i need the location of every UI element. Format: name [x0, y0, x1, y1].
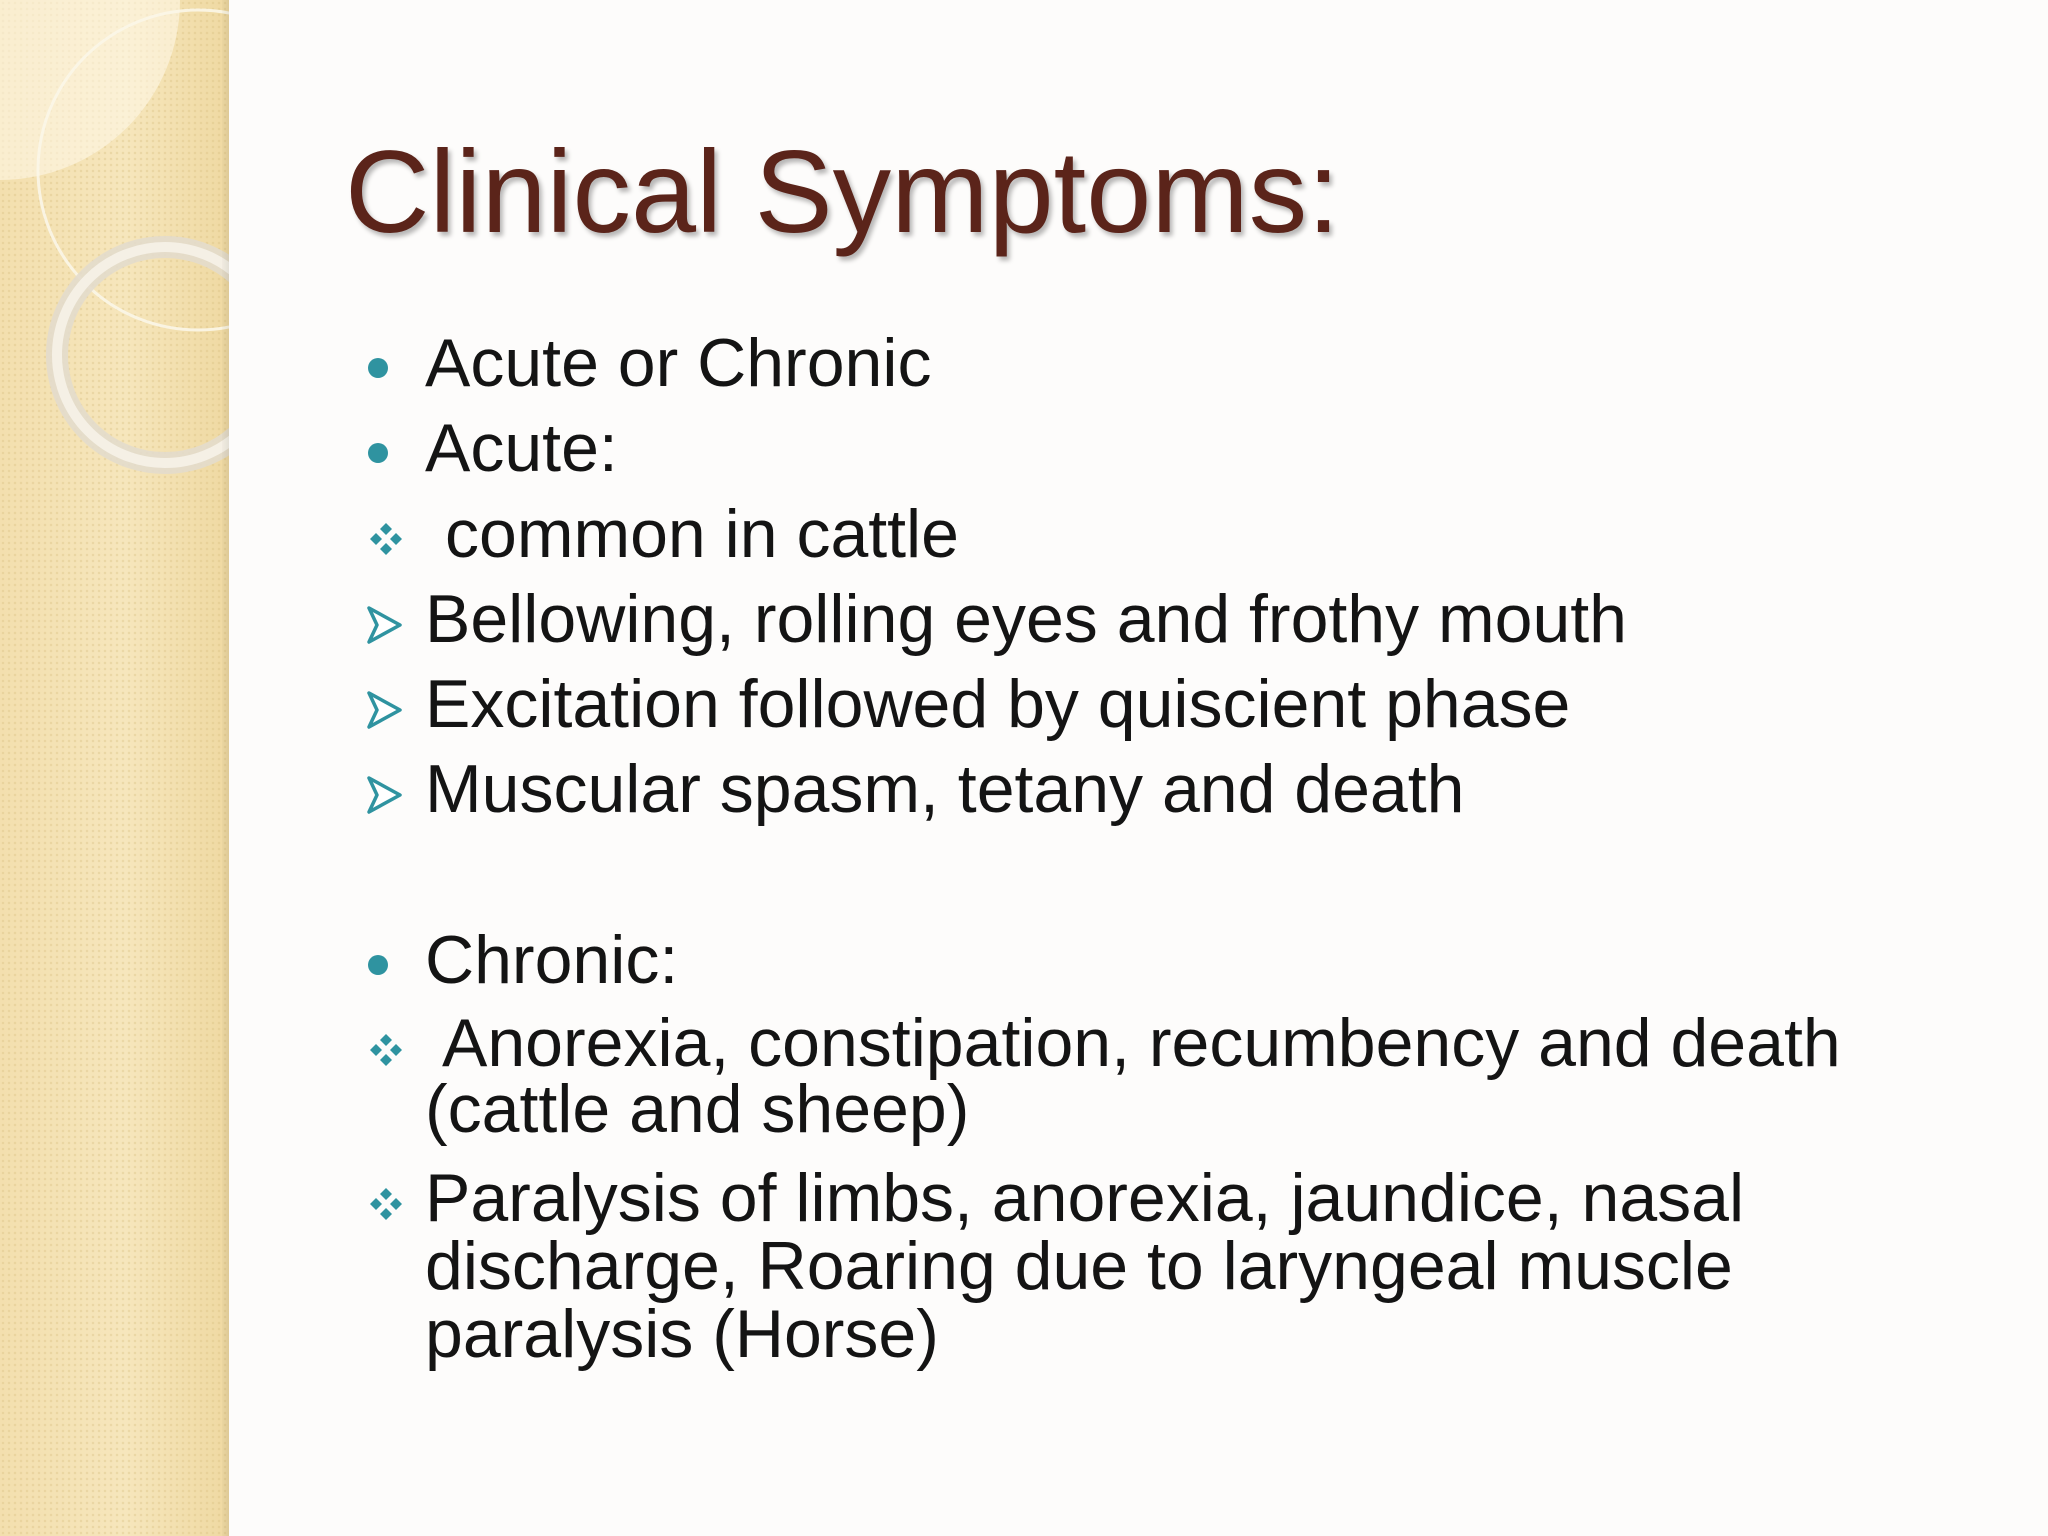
list-item-text: Chronic: [425, 922, 679, 998]
four-diamond-bullet-icon [360, 1010, 410, 1080]
list-item-text: common in cattle [445, 496, 959, 572]
round-bullet-icon [360, 925, 410, 995]
round-bullet-icon [360, 328, 410, 398]
list-item-text: Anorexia, constipation, recumbency and death (cattle and sheep) [425, 1005, 1841, 1147]
arrowhead-bullet-icon [360, 669, 410, 739]
four-diamond-bullet-icon [360, 499, 410, 569]
list-item-text: Muscular spasm, tetany and death [425, 751, 1465, 827]
round-bullet-icon [360, 413, 410, 483]
list-item-text: Excitation followed by quiscient phase [425, 666, 1571, 742]
arrowhead-bullet-icon [360, 754, 410, 824]
arrowhead-bullet-icon [360, 584, 410, 654]
four-diamond-bullet-icon [360, 1164, 410, 1234]
list-item-text: Paralysis of limbs, anorexia, jaundice, nasal discharge, Roaring due to laryngeal muscle paralysis (Horse) [425, 1160, 1745, 1372]
list-item-text: Acute: [425, 410, 618, 486]
list-item-text: Acute or Chronic [425, 325, 932, 401]
list-item-text: Bellowing, rolling eyes and frothy mouth [425, 581, 1627, 657]
slide-title: Clinical Symptoms: [345, 126, 1340, 257]
